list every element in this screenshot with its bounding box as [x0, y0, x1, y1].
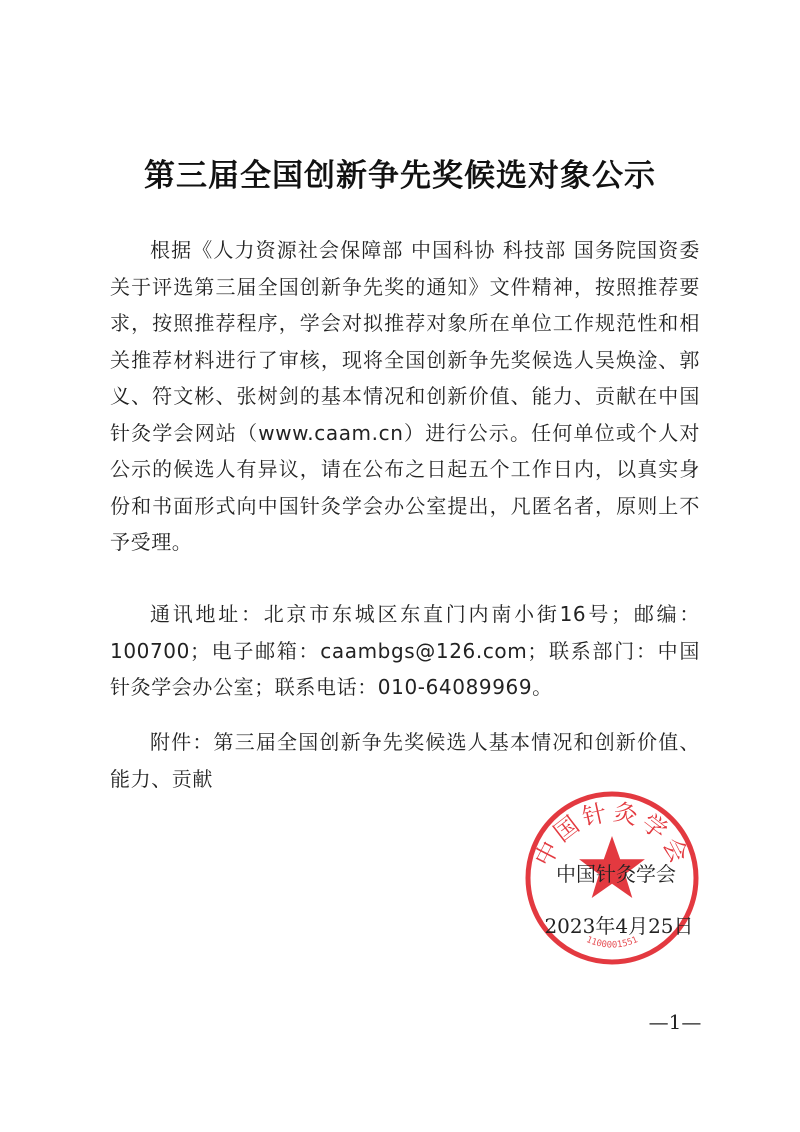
body-paragraph-attachment: 附件：第三届全国创新争先奖候选人基本情况和创新价值、能力、贡献 — [110, 730, 700, 791]
seal-serial-number: 1100001551 — [584, 935, 640, 951]
signature-organization: 中国针灸学会 — [556, 862, 676, 886]
body-paragraph-contact: 通讯地址：北京市东城区东直门内南小街16号；邮编：100700；电子邮箱：caambgs@126.com；联系部门：中国针灸学会办公室；联系电话：010-64089969。 — [110, 602, 700, 699]
seal-ring-text: 中国针灸学会 — [529, 797, 695, 871]
page-number: —1— — [648, 1010, 702, 1034]
signature-date: 2023年4月25日 — [544, 914, 694, 938]
document-title: 第三届全国创新争先奖候选对象公示 — [144, 158, 656, 194]
body-paragraph-announcement: 根据《人力资源社会保障部 中国科协 科技部 国务院国资委关于评选第三届全国创新争先奖的通知》文件精神，按照推荐要求，按照推荐程序，学会对拟推荐对象所在单位工作规范性和相关推荐材料进行了审核，现将全国创新争先奖候选人吴焕淦、郭义、符文彬、张树剑的基本情况和创新价值、能力、贡献在中国针灸学会网站（www.caam.cn）进行公示。任何单位或个人对公示的候选人有异议，请在公布之日起五个工作日内，以真实身份和书面形式向中国针灸学会办公室提出，凡匿名者，原则上不予受理。 — [110, 238, 700, 554]
